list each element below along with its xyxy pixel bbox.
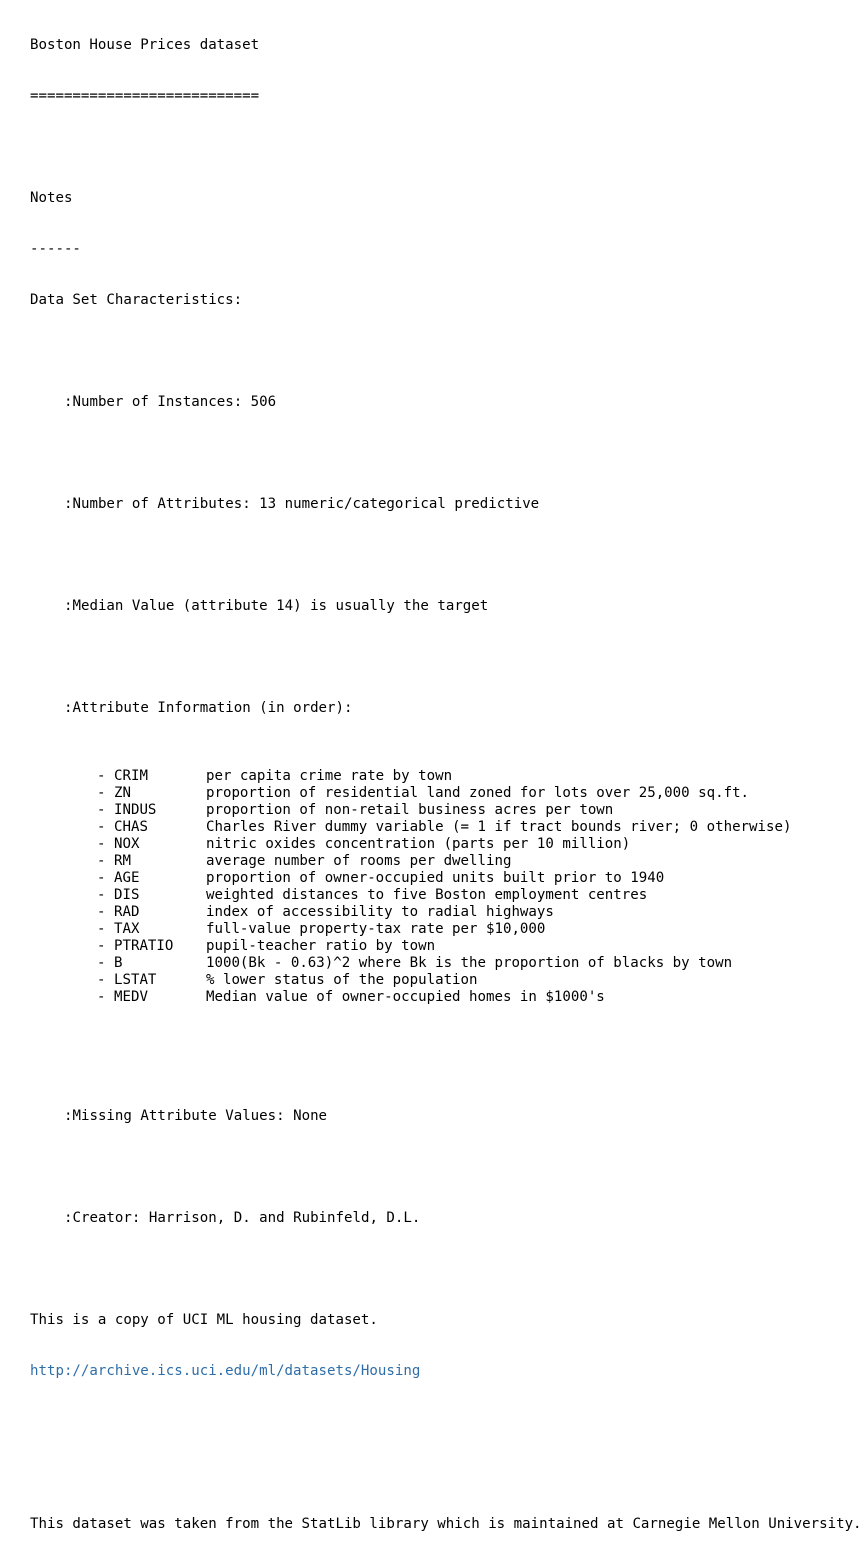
attribute-name: INDUS — [113, 802, 157, 818]
attribute-row — [30, 785, 862, 802]
attribute-list — [30, 768, 862, 1006]
statlib-note: This dataset was taken from the StatLib library which is maintained at Carnegie Mellon University. — [30, 1516, 862, 1532]
blank-line — [30, 139, 862, 156]
attribute-name: DIS — [113, 887, 140, 903]
attribute-description: pupil-teacher ratio by town — [205, 938, 436, 954]
attribute-row — [30, 819, 862, 836]
attribute-bullet: - — [97, 904, 114, 920]
attribute-description: % lower status of the population — [205, 972, 478, 988]
blank-line — [30, 445, 862, 462]
attribute-name: PTRATIO — [113, 938, 174, 954]
attribute-info-heading: :Attribute Information (in order): — [64, 700, 353, 716]
attribute-bullet: - — [97, 870, 114, 886]
attribute-name: NOX — [113, 836, 140, 852]
attribute-name: CRIM — [113, 768, 148, 784]
missing-values: :Missing Attribute Values: None — [64, 1108, 328, 1124]
attribute-row — [30, 853, 862, 870]
attribute-bullet: - — [97, 989, 114, 1005]
attribute-name: CHAS — [113, 819, 148, 835]
attribute-description: 1000(Bk - 0.63)^2 where Bk is the proportion of blacks by town — [205, 955, 733, 971]
attribute-row — [30, 768, 862, 785]
attribute-description: proportion of residential land zoned for lots over 25,000 sq.ft. — [205, 785, 750, 801]
attribute-name: TAX — [113, 921, 140, 937]
attribute-bullet: - — [97, 836, 114, 852]
doc-title: Boston House Prices dataset — [30, 37, 260, 53]
attribute-description: index of accessibility to radial highways — [205, 904, 554, 920]
attribute-row — [30, 938, 862, 955]
notes-heading: Notes — [30, 190, 73, 206]
dataset-description — [30, 3, 862, 1550]
characteristics-heading: Data Set Characteristics: — [30, 292, 243, 308]
attribute-row — [30, 802, 862, 819]
attribute-description: average number of rooms per dwelling — [205, 853, 512, 869]
blank-line — [30, 649, 862, 666]
uci-housing-link[interactable]: http://archive.ics.uci.edu/ml/datasets/Housing — [30, 1363, 421, 1379]
attribute-row — [30, 887, 862, 904]
attribute-name: RM — [113, 853, 131, 869]
attribute-bullet: - — [97, 768, 114, 784]
attribute-row — [30, 921, 862, 938]
attribute-bullet: - — [97, 921, 114, 937]
attribute-bullet: - — [97, 853, 114, 869]
attribute-name: RAD — [113, 904, 140, 920]
blank-line — [30, 1057, 862, 1074]
attribute-description: proportion of non-retail business acres per town — [205, 802, 614, 818]
attribute-row — [30, 870, 862, 887]
blank-line — [30, 1261, 862, 1278]
attribute-bullet: - — [97, 887, 114, 903]
blank-line — [30, 343, 862, 360]
attribute-bullet: - — [97, 972, 114, 988]
attribute-bullet: - — [97, 955, 114, 971]
blank-line — [30, 1414, 862, 1431]
title-underline: =========================== — [30, 88, 260, 104]
attribute-row — [30, 955, 862, 972]
attribute-row — [30, 836, 862, 853]
attribute-description: proportion of owner-occupied units built prior to 1940 — [205, 870, 665, 886]
attribute-bullet: - — [97, 938, 114, 954]
creator: :Creator: Harrison, D. and Rubinfeld, D.L. — [64, 1210, 421, 1226]
attribute-name: LSTAT — [113, 972, 157, 988]
attribute-row — [30, 989, 862, 1006]
attribute-row — [30, 972, 862, 989]
attribute-description: Median value of owner-occupied homes in $1000's — [205, 989, 605, 1005]
copy-note: This is a copy of UCI ML housing dataset. — [30, 1312, 378, 1328]
attribute-description: full-value property-tax rate per $10,000 — [205, 921, 546, 937]
attribute-name: AGE — [113, 870, 140, 886]
blank-line — [30, 1465, 862, 1482]
attribute-description: Charles River dummy variable (= 1 if tract bounds river; 0 otherwise) — [205, 819, 792, 835]
attribute-name: MEDV — [113, 989, 148, 1005]
num-instances: :Number of Instances: 506 — [64, 394, 277, 410]
notes-underline: ------ — [30, 241, 81, 257]
attribute-description: weighted distances to five Boston employment centres — [205, 887, 648, 903]
attribute-name: ZN — [113, 785, 131, 801]
attribute-description: per capita crime rate by town — [205, 768, 453, 784]
attribute-row — [30, 904, 862, 921]
median-value-note: :Median Value (attribute 14) is usually the target — [64, 598, 489, 614]
blank-line — [30, 547, 862, 564]
num-attributes: :Number of Attributes: 13 numeric/categorical predictive — [64, 496, 540, 512]
attribute-bullet: - — [97, 785, 114, 801]
attribute-description: nitric oxides concentration (parts per 10 million) — [205, 836, 631, 852]
attribute-bullet: - — [97, 819, 114, 835]
blank-line — [30, 1159, 862, 1176]
attribute-bullet: - — [97, 802, 114, 818]
attribute-name: B — [113, 955, 123, 971]
